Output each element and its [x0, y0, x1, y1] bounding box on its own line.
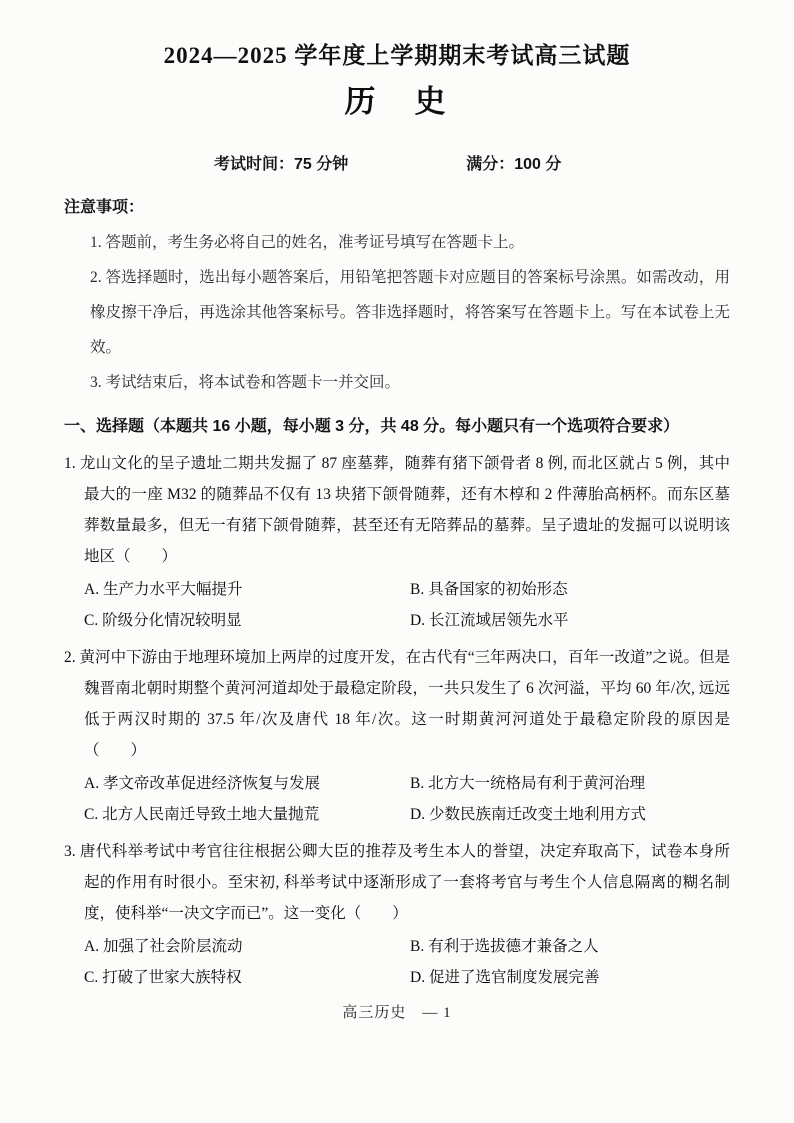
notices-heading: 注意事项： [64, 199, 145, 216]
subject-title: 历 史 [344, 84, 450, 119]
page-footer: 高三历史 — 1 [342, 1005, 452, 1021]
question-3-stem: 3. 唐代科举考试中考官往往根据公卿大臣的推荐及考生本人的誉望，决定弃取高下，试卷本身所起的作用有时很小。至宋初, 科举考试中逐渐形成了一套将考官与考生个人信息隔离的糊名制度，使科举“一决文字而已”。这一变化（ ） [64, 843, 730, 922]
question-1-option-a: A. 生产力水平大幅提升 [84, 581, 243, 598]
question-3-option-b: B. 有利于选拔德才兼备之人 [410, 938, 599, 955]
question-3-option-d: D. 促进了选官制度发展完善 [410, 969, 600, 986]
question-3-option-a: A. 加强了社会阶层流动 [84, 938, 243, 955]
question-2-option-c: C. 北方人民南迁导致土地大量抛荒 [84, 806, 320, 823]
exam-info-row [64, 154, 730, 176]
question-1-option-d: D. 长江流域居领先水平 [410, 612, 569, 629]
question-2-options [64, 768, 730, 830]
exam-time-label: 考试时间：75 分钟 [214, 156, 349, 173]
question-3-option-c: C. 打破了世家大族特权 [84, 969, 242, 986]
question-1-options [64, 574, 730, 636]
notices-block [64, 190, 730, 400]
question-1 [64, 448, 730, 636]
full-score-label: 满分：100 分 [466, 156, 562, 173]
question-2 [64, 642, 730, 830]
question-1-option-b: B. 具备国家的初始形态 [410, 581, 568, 598]
notice-item-2: 2. 答选择题时，选出每小题答案后，用铅笔把答题卡对应题目的答案标号涂黑。如需改动，用橡皮擦干净后，再选涂其他答案标号。答非选择题时，将答案写在答题卡上。写在本试卷上无效。 [90, 269, 730, 356]
question-2-stem: 2. 黄河中下游由于地理环境加上两岸的过度开发，在古代有“三年两决口，百年一改道”之说。但是魏晋南北朝时期整个黄河河道却处于最稳定阶段，一共只发生了 6 次河溢，平均 60 年/次, 远远低于两汉时期的 37.5 年/次及唐代 18 年/次。这一时期黄河河道处于最稳定阶段的原因是（ ） [64, 649, 730, 759]
question-3 [64, 836, 730, 993]
question-2-option-b: B. 北方大一统格局有利于黄河治理 [410, 775, 646, 792]
question-3-options [64, 931, 730, 993]
notice-item-1: 1. 答题前，考生务必将自己的姓名，准考证号填写在答题卡上。 [90, 234, 525, 251]
notice-item-3: 3. 考试结束后，将本试卷和答题卡一并交回。 [90, 374, 401, 391]
section-1-heading: 一、选择题（本题共 16 小题，每小题 3 分，共 48 分。每小题只有一个选项符合要求） [64, 418, 680, 435]
question-2-option-a: A. 孝文帝改革促进经济恢复与发展 [84, 775, 320, 792]
question-1-stem: 1. 龙山文化的呈子遗址二期共发掘了 87 座墓葬，随葬有猪下颌骨者 8 例, 而北区就占 5 例，其中最大的一座 M32 的随葬品不仅有 13 块猪下颌骨随葬，还有木椁和 2 件薄胎高柄杯。而东区墓葬数量最多，但无一有猪下颌骨随葬，甚至还有无陪葬品的墓葬。呈子遗址的发掘可以说明该地区（ ） [64, 455, 730, 565]
question-1-option-c: C. 阶级分化情况较明显 [84, 612, 242, 629]
question-2-option-d: D. 少数民族南迁改变土地利用方式 [410, 806, 646, 823]
exam-title: 2024—2025 学年度上学期期末考试高三试题 [163, 43, 631, 68]
